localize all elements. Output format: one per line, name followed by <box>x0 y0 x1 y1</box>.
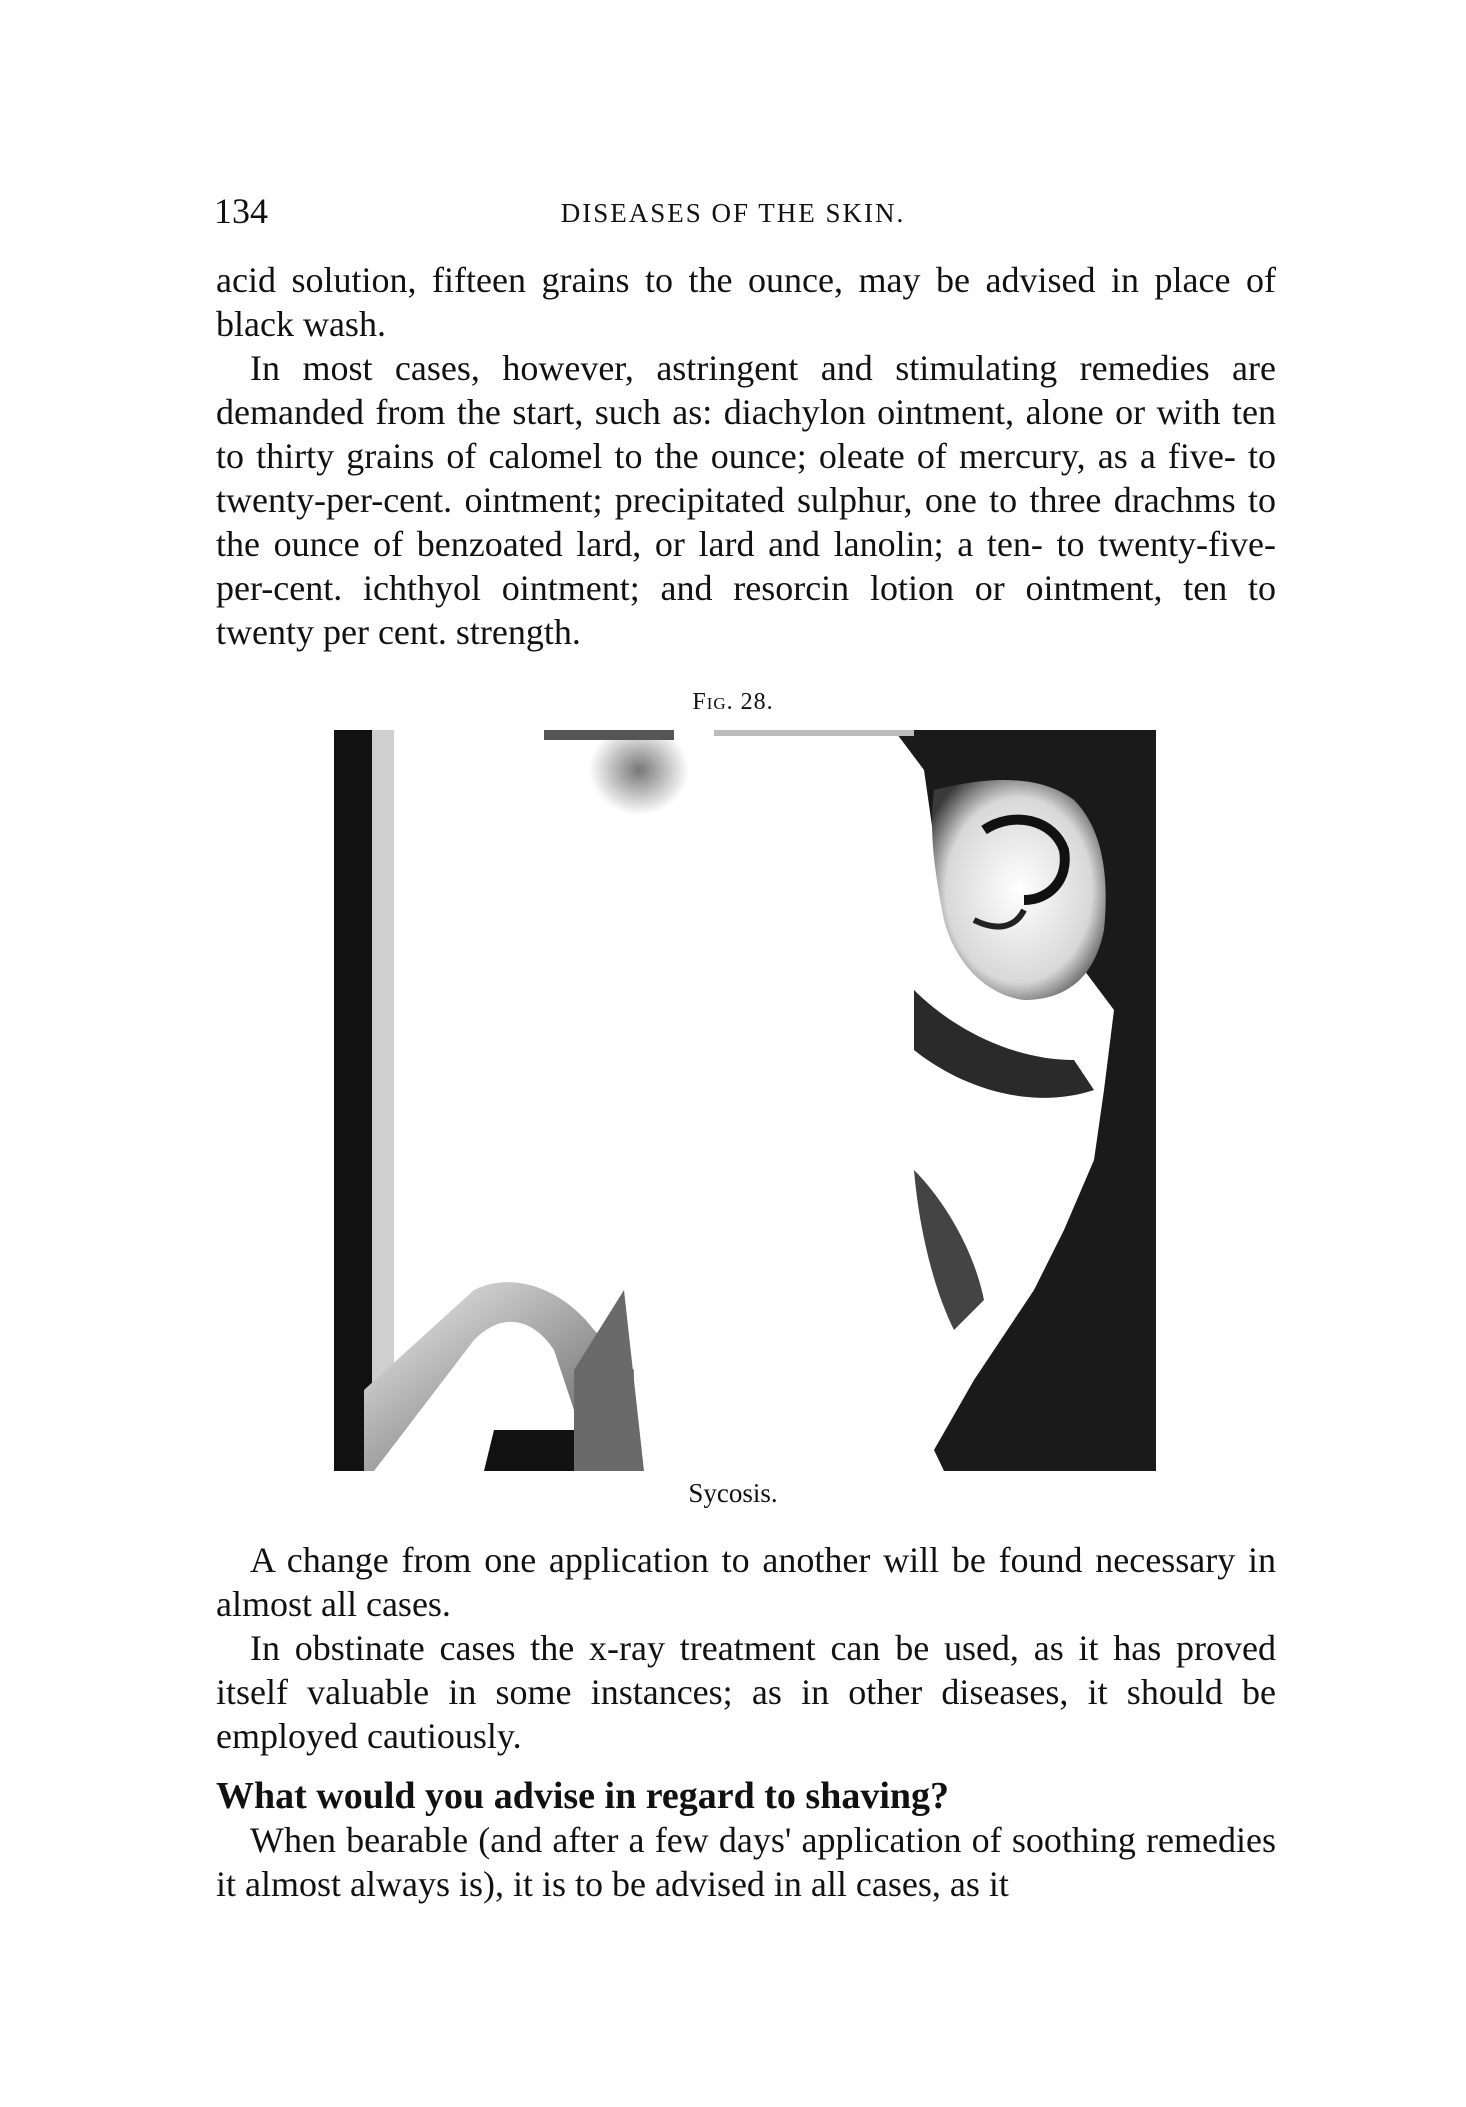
paragraph: In obstinate cases the x-ray treatment can be used, as it has proved itself valuable in some instances; as in other diseases, it should be employed cautiously. <box>216 1628 1276 1756</box>
paragraph: acid solution, fifteen grains to the ounce, may be advised in place of black wash. <box>216 260 1276 344</box>
paragraph: In most cases, however, astringent and stimulating remedies are demanded from the start, such as: diachylon ointment, alone or with ten to thirty grains of calomel to the ounce; oleate of mercury, as a five- to twenty-per-cent. ointment; precipitated sulphur, one to three drachms to the ounce of benzoated lard, or lard and lanolin; a ten- to twenty-five-per-cent. ichthyol ointment; and resorcin lotion or ointment, ten to twenty per cent. strength. <box>216 348 1276 652</box>
paragraph: A change from one application to another will be found necessary in almost all cases. <box>216 1540 1276 1624</box>
text-top <box>216 258 1276 654</box>
text-bottom <box>216 1538 1276 1906</box>
figure-caption: Sycosis. <box>688 1478 778 1508</box>
page-number: 134 <box>214 191 268 231</box>
figure-photo-sycosis <box>334 730 1156 1471</box>
paragraph: When bearable (and after a few days' application of soothing remedies it almost always is), it is to be advised in all cases, as it <box>216 1820 1276 1904</box>
question-heading: What would you advise in regard to shaving? <box>216 1775 950 1817</box>
running-head: DISEASES OF THE SKIN. <box>560 198 906 228</box>
figure-label: Fig. 28. <box>692 689 774 715</box>
